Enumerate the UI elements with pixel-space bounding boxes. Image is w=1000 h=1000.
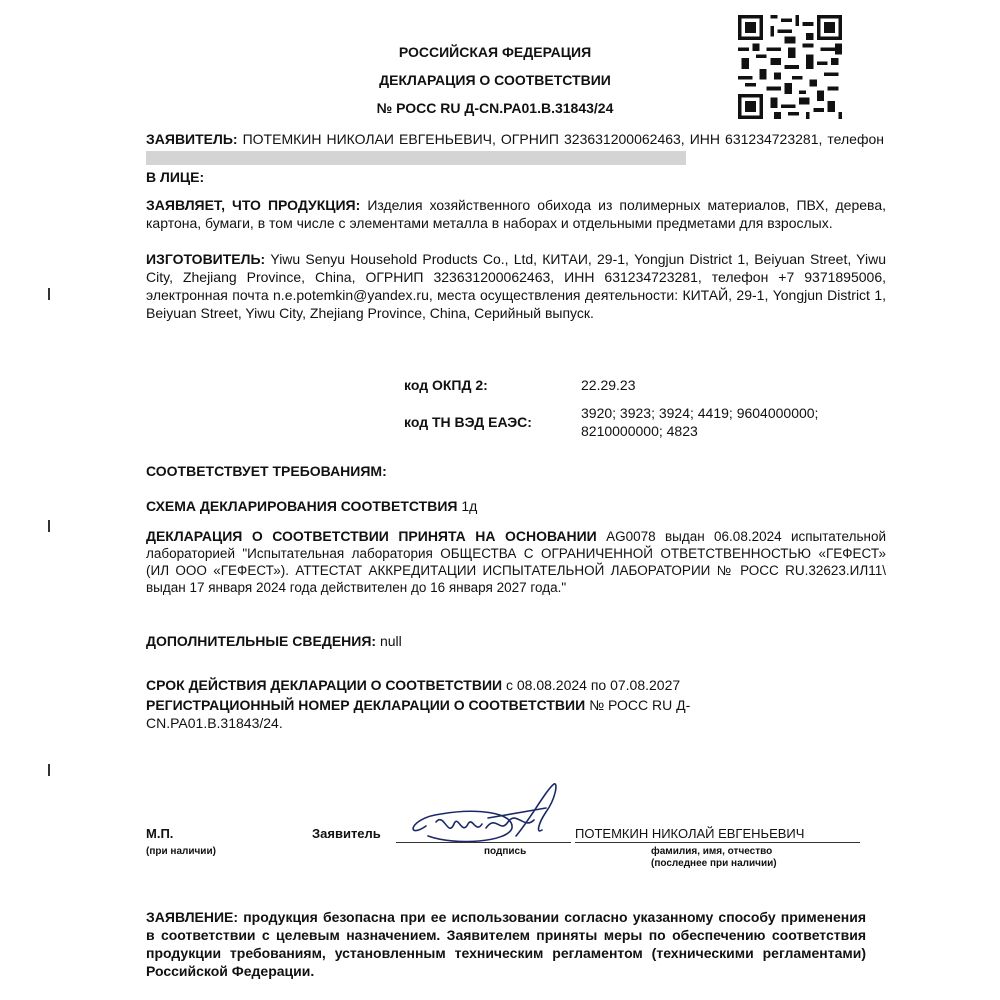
- okpd-label: код ОКПД 2:: [404, 377, 488, 393]
- scheme-line: [146, 497, 477, 515]
- signature-caption: подпись: [484, 846, 527, 857]
- statement-text: продукция безопасна при ее использовании согласно указанному способу применения в соответствии с целевым назначением. Заявителем приняты меры по обеспечению соответствия продукции требованиям, установленным техническим регламентом (техническими регламентами) Российской Федерации.: [146, 909, 867, 979]
- registration-value: № РОСС RU Д-CN.PA01.B.31843/24.: [146, 697, 691, 731]
- margin-mark: [48, 520, 50, 532]
- additional-value: null: [379, 633, 402, 649]
- stamp-note: (при наличии): [146, 846, 216, 857]
- applicant-text: ПОТЕМКИН НИКОЛАИ ЕВГЕНЬЕВИЧ, ОГРНИП 323631200062463, ИНН 631234723281, телефон: [242, 131, 884, 147]
- applicant-block: [146, 130, 884, 166]
- tn-value-1: 3920; 3923; 3924; 4419; 9604000000;: [581, 405, 819, 421]
- product-block: [146, 196, 886, 232]
- registration-label: РЕГИСТРАЦИОННЫЙ НОМЕР ДЕКЛАРАЦИИ О СООТВЕТСТВИИ: [146, 697, 586, 713]
- applicant-label: ЗАЯВИТЕЛЬ:: [146, 131, 238, 147]
- okpd-value: 22.29.23: [581, 377, 636, 393]
- statement-block: [146, 908, 866, 980]
- additional-label: ДОПОЛНИТЕЛЬНЫЕ СВЕДЕНИЯ:: [146, 633, 377, 649]
- validity-value: с 08.08.2024 по 07.08.2027: [505, 677, 681, 693]
- manufacturer-block: [146, 250, 886, 322]
- qr-code-icon: [738, 15, 842, 119]
- additional-line: [146, 632, 402, 650]
- in-person-label: В ЛИЦЕ:: [146, 169, 205, 185]
- manufacturer-text: Yiwu Senyu Household Products Co., Ltd, КИТАИ, 29-1, Yongjun District 1, Beiyuan Street, Yiwu City, Zhejiang Province, China, ОГРНИП 323631200062463, ИНН 631234723281, телефон +7 9371895006, электронная почта n.e.potemkin@yandex.ru, места осуществления деятельности: КИТАЙ, 29-1, Yongjun District 1, Beiyuan Street, Yiwu City, Zhejiang Province, China, Серийный выпуск.: [146, 251, 886, 321]
- margin-mark: [48, 764, 50, 776]
- document-title: ДЕКЛАРАЦИЯ О СООТВЕТСТВИИ: [379, 72, 611, 88]
- document-number: № РОСС RU Д-CN.PA01.B.31843/24: [376, 100, 614, 116]
- name-caption-note: (последнее при наличии): [651, 858, 777, 869]
- name-line: [575, 842, 860, 843]
- signer-name: ПОТЕМКИН НИКОЛАЙ ЕВГЕНЬЕВИЧ: [575, 826, 805, 841]
- scheme-value: 1д: [461, 498, 478, 514]
- basis-text: AG0078 выдан 06.08.2024 испытательной лабораторией "Испытательная лаборатория ОБЩЕСТВА С ОГРАНИЧЕННОЙ ОТВЕТСТВЕННОСТЬЮ «ГЕФЕСТ» (ИЛ ООО «ГЕФЕСТ»). АТТЕСТАТ АККРЕДИТАЦИИ ИСПЫТАТЕЛЬНОЙ ЛАБОРАТОРИИ № РОСС RU.32623.ИЛ11\ выдан 17 января 2024 года действителен до 16 января 2027 года.": [146, 529, 887, 595]
- validity-line: [146, 676, 680, 694]
- registration-block: [146, 696, 786, 732]
- margin-mark: [48, 288, 50, 300]
- basis-label: ДЕКЛАРАЦИЯ О СООТВЕТСТВИИ ПРИНЯТА НА ОСНОВАНИИ: [146, 528, 597, 544]
- scheme-label: СХЕМА ДЕКЛАРИРОВАНИЯ СООТВЕТСТВИЯ: [146, 498, 458, 514]
- stamp-label: М.П.: [146, 826, 174, 841]
- name-caption: фамилия, имя, отчество: [651, 846, 773, 857]
- signature-line: [396, 842, 571, 843]
- product-text: Изделия хозяйственного обихода из полимерных материалов, ПВХ, дерева, картона, бумаги, в том числе с элементами металла в наборах и отдельными предметами для взрослых.: [146, 197, 886, 231]
- redacted-phone: [146, 151, 686, 165]
- country-title: РОССИЙСКАЯ ФЕДЕРАЦИЯ: [398, 44, 592, 60]
- validity-label: СРОК ДЕЙСТВИЯ ДЕКЛАРАЦИИ О СООТВЕТСТВИИ: [146, 677, 503, 693]
- requirements-label: СООТВЕТСТВУЕТ ТРЕБОВАНИЯМ:: [146, 463, 387, 479]
- tn-label: код ТН ВЭД ЕАЭС:: [404, 414, 532, 430]
- basis-block: [146, 528, 886, 596]
- tn-value-2: 8210000000; 4823: [581, 423, 698, 439]
- applicant-sign-label: Заявитель: [312, 826, 381, 841]
- product-label: ЗАЯВЛЯЕТ, ЧТО ПРОДУКЦИЯ:: [146, 197, 361, 213]
- manufacturer-label: ИЗГОТОВИТЕЛЬ:: [146, 251, 266, 267]
- statement-label: ЗАЯВЛЕНИЕ:: [146, 909, 239, 925]
